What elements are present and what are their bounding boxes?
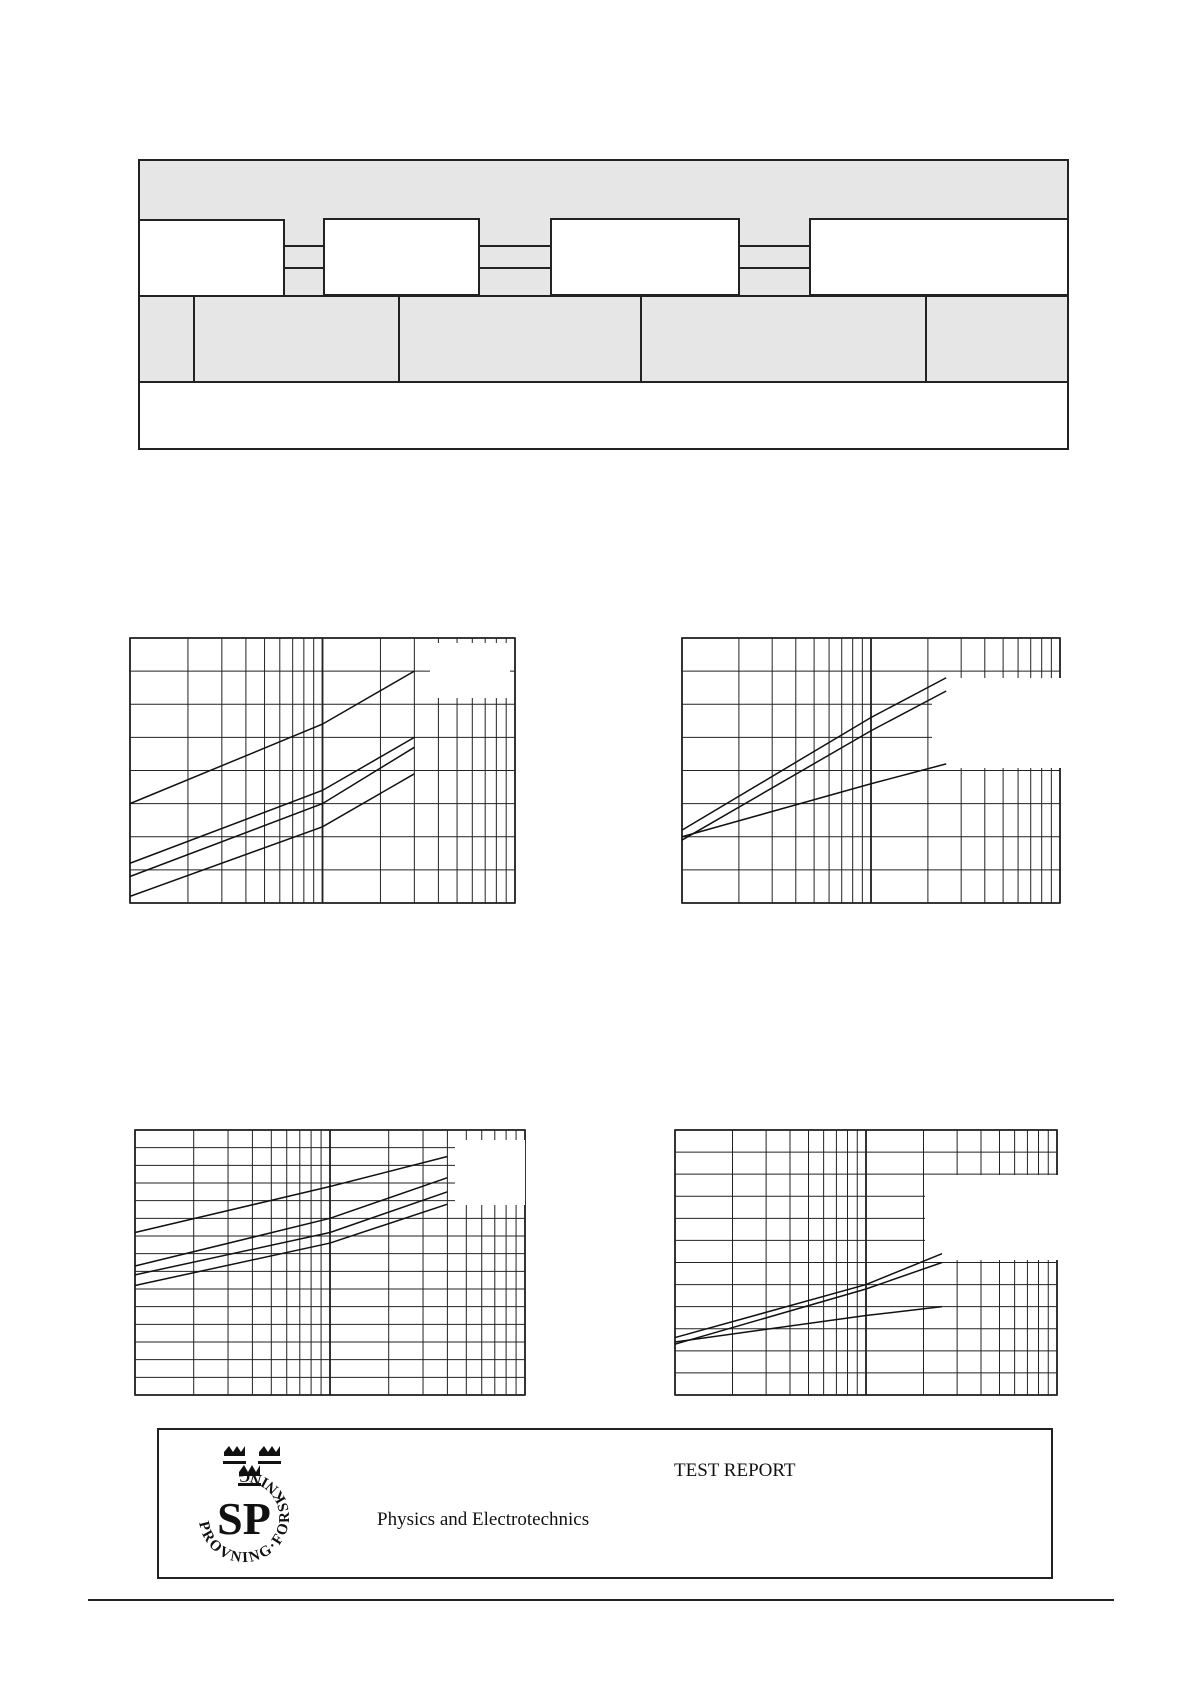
sp-logo	[179, 1442, 309, 1572]
chart-bottom-left	[125, 1122, 545, 1412]
connector-2b	[480, 267, 550, 269]
header-col-divider-2	[398, 296, 400, 381]
header-col-divider-3	[640, 296, 642, 381]
chart-top-left	[120, 630, 540, 920]
chart-top-right	[672, 630, 1072, 920]
series-line-3	[135, 1192, 447, 1275]
svg-text:PROVNING·FORSKNING: PROVNING·FORSKNING	[195, 1467, 294, 1567]
series-line-4	[135, 1204, 447, 1285]
series-line-3	[130, 747, 414, 876]
connector-2a	[480, 245, 550, 247]
connector-1a	[285, 245, 323, 247]
svg-text:SP: SP	[217, 1493, 271, 1544]
header-table	[138, 159, 1069, 450]
legend-area	[430, 643, 510, 698]
report-footer	[157, 1428, 1053, 1579]
legend-area	[925, 1175, 1065, 1260]
connector-3b	[740, 267, 809, 269]
header-col-divider-4	[925, 296, 927, 381]
report-title: TEST REPORT	[674, 1460, 796, 1481]
header-box-3	[550, 218, 740, 296]
chart-top-right-svg	[672, 630, 1072, 920]
chart-bottom-left-svg	[125, 1122, 545, 1412]
department-name: Physics and Electrotechnics	[377, 1509, 590, 1530]
header-box-2	[323, 218, 480, 296]
page-bottom-rule	[88, 1599, 1114, 1601]
header-box-1	[138, 219, 285, 297]
chart-bottom-right	[665, 1122, 1065, 1412]
header-row-divider	[140, 295, 1067, 297]
legend-area	[932, 678, 1062, 768]
header-box-4	[809, 218, 1069, 296]
connector-1b	[285, 267, 323, 269]
chart-top-left-svg	[120, 630, 540, 920]
connector-3a	[740, 245, 809, 247]
legend-area	[455, 1140, 525, 1205]
header-col-divider-1	[193, 296, 195, 381]
chart-bottom-right-svg	[665, 1122, 1065, 1412]
series-line-4	[130, 774, 414, 897]
